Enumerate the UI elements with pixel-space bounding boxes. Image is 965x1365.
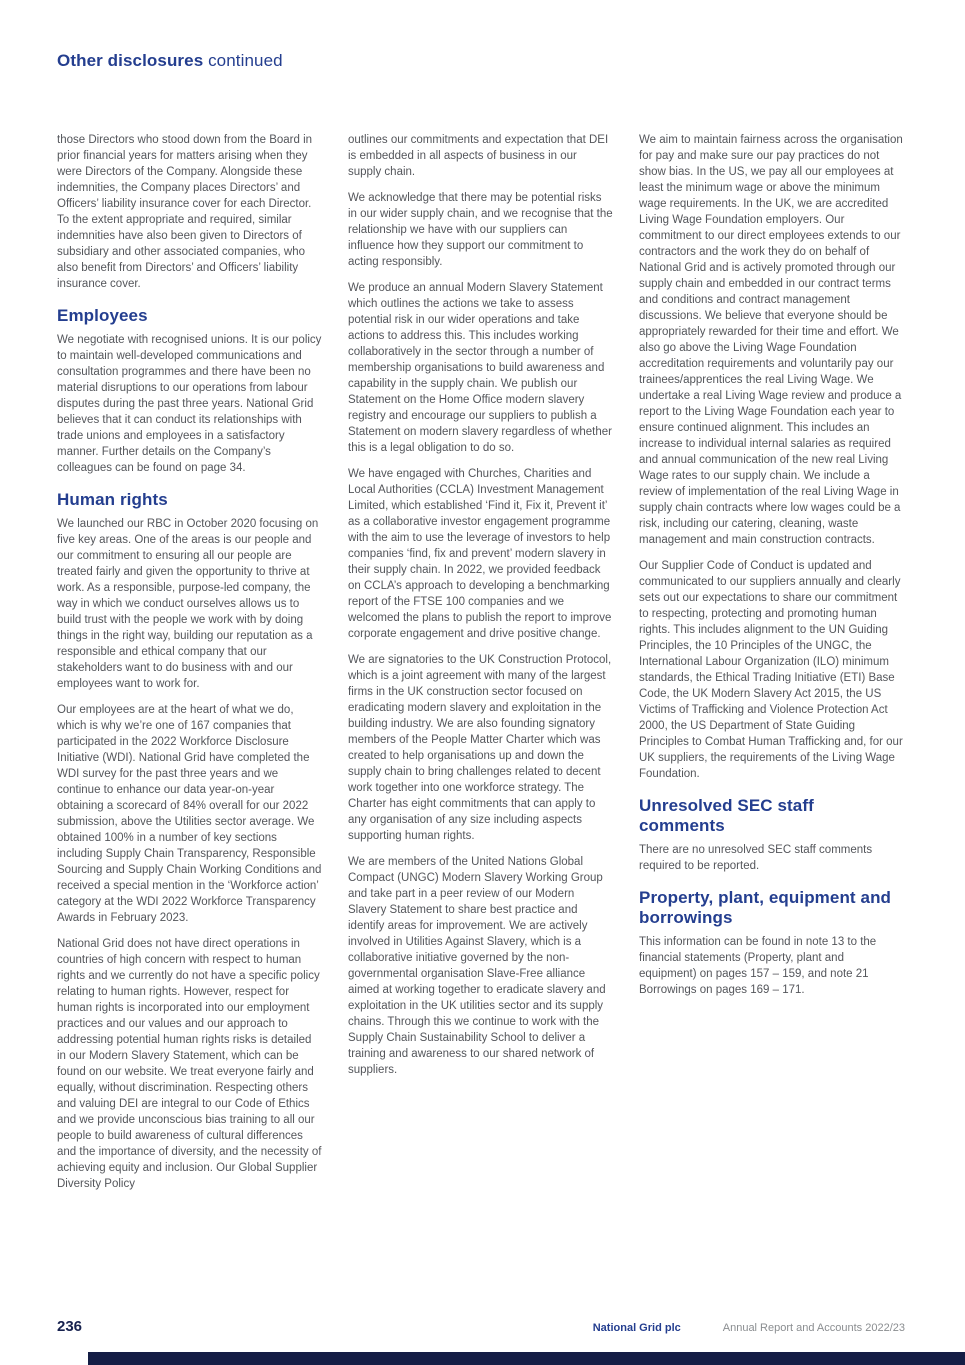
paragraph-human-rights-2: Our employees are at the heart of what we do, which is why we’re one of 167 companies that participated in the 2022 Workforce Disclosure Initiative (WDI). National Grid have completed the WDI survey for the past three years and we continue to enhance our data year-on-year obtaining a scorecard of 84% overall for our 2022 submission, above the Utilities sector average. We obtained 100% in a number of key sections including Supply Chain Transparency, Responsible Sourcing and Supply Chain Working Conditions and received a special mention in the ‘Workforce action’ category at the WDI 2022 Workforce Transparency Awards in February 2023. xyxy=(57,704,322,924)
column-2 xyxy=(348,132,613,1088)
page-footer xyxy=(57,1318,905,1335)
paragraph-human-rights-3: National Grid does not have direct operations in countries of high concern with respect to human rights and we currently do not have a specific policy relating to human rights. However, respect for human rights is incorporated into our employment practices and our values and our approach to addressing potential human rights risks is detailed in our Modern Slavery Statement, which can be found on our website. We treat everyone fairly and equally, without discrimination. Respecting others and valuing DEI are integral to our Code of Ethics and we provide unconscious bias training to all our people to build awareness of cultural differences and the importance of diversity, and the necessity of achieving equity and inclusion. Our Global Supplier Diversity Policy xyxy=(57,938,322,1190)
column-1 xyxy=(57,132,322,1202)
paragraph-supply-chain-risks: We acknowledge that there may be potential risks in our wider supply chain, and we recognise that the relationship we have with our suppliers can influence how they support our commitment to acting responsibly. xyxy=(348,192,613,268)
paragraph-ungc-working-group: We are members of the United Nations Global Compact (UNGC) Modern Slavery Working Group and take part in a peer review of our Modern Slavery Statement to share best practice and identify areas for improvement. We are actively involved in Utilities Against Slavery, which is a collaborative initiative governed by the non-governmental organisation Slave-Free alliance aimed at working together to eradicate slavery and exploitation in the UK utilities sector and its supply chains. Through this we continue to work with the Supply Chain Sustainability School to deliver a training and awareness to our shared network of suppliers. xyxy=(348,856,606,1076)
paragraph-unresolved-sec: There are no unresolved SEC staff comments required to be reported. xyxy=(639,844,873,872)
column-3 xyxy=(639,132,904,1008)
page-title-suffix: continued xyxy=(208,51,283,70)
content-columns xyxy=(57,132,905,1202)
paragraph-ccla-engagement: We have engaged with Churches, Charities and Local Authorities (CCLA) Investment Management Limited, which established ‘Find it, Fix it, Prevent it’ as a collaborative investor engagement programme with the aim to use the leverage of investors to help companies ‘find, fix and prevent’ modern slavery in their supply chain. In 2022, we provided feedback on CCLA’s approach to developing a benchmarking report of the FTSE 100 companies and we welcomed the plans to publish the report to improve corporate engagement and drive positive change. xyxy=(348,468,612,640)
paragraph-human-rights-1: We launched our RBC in October 2020 focusing on five key areas. One of the areas is our people and our commitment to ensuring all our people are treated fairly and given the opportunity to thrive at work. As a responsible, purpose-led company, the way in which we conduct ourselves allows us to build trust with the people we work with by doing things in the right way, building our reputation as a responsible and ethical company that our stakeholders want to do business with and our employees want to work for. xyxy=(57,518,319,690)
footer-accent-bar xyxy=(88,1352,965,1365)
paragraph-employees: We negotiate with recognised unions. It is our policy to maintain well-developed communications and consultation programmes and there have been no material disruptions to our operations from labour disputes during the past three years. National Grid believes that it can conduct its relationships with trade unions and employees in a satisfactory manner. Further details on the Company’s colleagues can be found on page 34. xyxy=(57,334,322,474)
footer-company-name: National Grid plc xyxy=(592,1322,681,1334)
page-title xyxy=(57,51,283,71)
footer-right xyxy=(593,1322,905,1334)
paragraph-fair-pay: We aim to maintain fairness across the organisation for pay and make sure our pay practices do not show bias. In the US, we pay all our employees at least the minimum wage or above the minimum wage requirements. In the UK, we are accredited Living Wage Foundation employers. Our commitment to our direct employees extends to our contractors and the work they do on behalf of National Grid and is actively promoted through our supply chain and embedded in our contract terms and conditions and contract management discussions. We believe that everyone should be appropriately rewarded for their time and effort. We also go above the Living Wage Foundation accreditation requirements and voluntarily pay our trainees/apprentices the real Living Wage. We undertake a real Living Wage review and produce a report to the Living Wage Foundation each year to ensure continued alignment. This includes an increase to individual internal salaries as required and annual communication of the new real Living Wage rates to our supply chain. We include a review of implementation of the real Living Wage in supply chain contracts where low wages could be a risk, including our catering, cleaning, waste management and main construction contracts. xyxy=(639,134,903,546)
section-heading-human-rights: Human rights xyxy=(57,490,168,509)
paragraph-directors-indemnities: those Directors who stood down from the Board in prior financial years for matters arising when they were Directors of the Company. Alongside these indemnities, the Company places Directors’ and Officers’ liability insurance cover for each Director. To the extent appropriate and required, similar indemnities have also been given to Directors of subsidiary and other associated companies, who also benefit from Directors’ and Officers’ liability insurance cover. xyxy=(57,134,313,290)
page-number: 236 xyxy=(57,1318,83,1335)
footer-report-title: Annual Report and Accounts 2022/23 xyxy=(722,1322,905,1334)
section-heading-unresolved-sec: Unresolved SEC staff comments xyxy=(639,796,814,835)
paragraph-supplier-code-of-conduct: Our Supplier Code of Conduct is updated and communicated to our suppliers annually and clearly sets out our expectations to share our commitment to respecting, protecting and promoting human rights. This includes alignment to the UN Guiding Principles, the 10 Principles of the UNGC, the International Labour Organization (ILO) minimum standards, the Ethical Trading Initiative (ETI) Base Code, the UK Modern Slavery Act 2015, the US Victims of Trafficking and Violence Protection Act 2000, the US Department of State Guiding Principles to Combat Human Trafficking and, for our UK suppliers, the requirements of the Living Wage Foundation. xyxy=(639,560,903,780)
paragraph-uk-construction-protocol: We are signatories to the UK Construction Protocol, which is a joint agreement with many of the largest firms in the UK construction sector focused on eradicating modern slavery and exploitation in the building industry. We are also founding signatory members of the People Matter Charter which was created to help organisations up and down the supply chain to bring challenges related to decent work together into one workforce strategy. The Charter has eight commitments that can apply to any organisation of any size including aspects supporting human rights. xyxy=(348,654,612,842)
section-heading-employees: Employees xyxy=(57,306,148,325)
section-heading-property-plant: Property, plant, equipment and borrowings xyxy=(639,888,892,927)
paragraph-modern-slavery-statement: We produce an annual Modern Slavery Statement which outlines the actions we take to assess potential risk in our wider operations and take actions to address this. This includes working collaboratively in the sector through a number of membership organisations to build awareness and capability in the supply chain. We publish our Statement on the Home Office modern slavery registry and encourage our suppliers to publish a Statement on modern slavery regardless of whether this is a legal obligation to do so. xyxy=(348,282,612,454)
paragraph-supply-chain-dei: outlines our commitments and expectation that DEI is embedded in all aspects of business in our supply chain. xyxy=(348,134,609,178)
paragraph-property-plant: This information can be found in note 13 to the financial statements (Property, plant and equipment) on pages 157 – 159, and note 21 Borrowings on pages 169 – 171. xyxy=(639,936,877,996)
page-title-main: Other disclosures xyxy=(57,51,204,70)
